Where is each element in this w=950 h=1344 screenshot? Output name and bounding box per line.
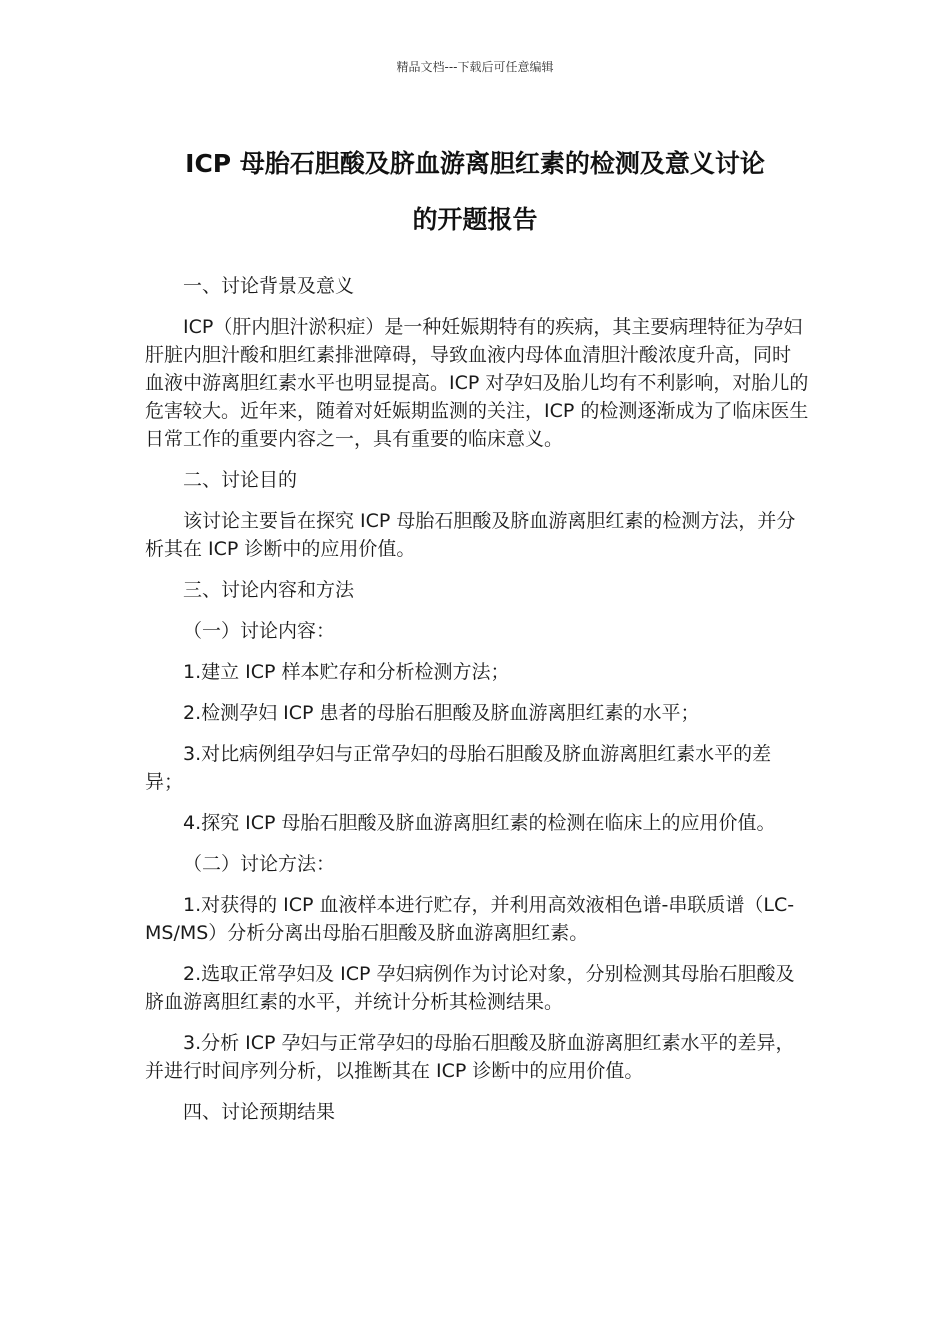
- list-item: 2.选取正常孕妇及 ICP 孕妇病例作为讨论对象，分别检测其母胎石胆酸及脐血游离胆红素的水平，并统计分析其检测结果。: [145, 963, 795, 1013]
- section-heading-content-methods: 三、讨论内容和方法: [183, 579, 355, 601]
- list-item: 1.建立 ICP 样本贮存和分析检测方法；: [183, 661, 510, 683]
- subheading-content: （一）讨论内容：: [183, 620, 336, 642]
- subheading-methods: （二）讨论方法：: [183, 853, 336, 875]
- section-heading-background: 一、讨论背景及意义: [183, 275, 355, 297]
- document-title: [130, 136, 820, 248]
- list-item: 4.探究 ICP 母胎石胆酸及脐血游离胆红素的检测在临床上的应用价值。: [183, 812, 776, 834]
- paragraph-purpose: 该讨论主要旨在探究 ICP 母胎石胆酸及脐血游离胆红素的检测方法，并分析其在 ICP 诊断中的应用价值。: [145, 510, 796, 560]
- list-item: 1.对获得的 ICP 血液样本进行贮存，并利用高效液相色谱-串联质谱（LC-MS/MS）分析分离出母胎石胆酸及脐血游离胆红素。: [145, 894, 795, 944]
- document-title-line-1: ICP 母胎石胆酸及脐血游离胆红素的检测及意义讨论: [185, 149, 765, 178]
- paragraph-background: ICP（肝内胆汁淤积症）是一种妊娠期特有的疾病，其主要病理特征为孕妇肝脏内胆汁酸和胆红素排泄障碍，导致血液内母体血清胆汁酸浓度升高，同时血液中游离胆红素水平也明显提高。ICP 对孕妇及胎儿均有不利影响，对胎儿的危害较大。近年来，随着对妊娠期监测的关注，ICP 的检测逐渐成为了临床医生日常工作的重要内容之一，具有重要的临床意义。: [145, 316, 809, 450]
- document-body: [145, 272, 809, 1126]
- section-heading-purpose: 二、讨论目的: [183, 469, 298, 491]
- list-item: 3.分析 ICP 孕妇与正常孕妇的母胎石胆酸及脐血游离胆红素水平的差异，并进行时间序列分析，以推断其在 ICP 诊断中的应用价值。: [145, 1032, 795, 1082]
- document-title-line-2: 的开题报告: [412, 205, 538, 234]
- list-item: 2.检测孕妇 ICP 患者的母胎石胆酸及脐血游离胆红素的水平；: [183, 702, 700, 724]
- list-item: 3.对比病例组孕妇与正常孕妇的母胎石胆酸及脐血游离胆红素水平的差异；: [145, 743, 772, 793]
- section-heading-expected-results: 四、讨论预期结果: [183, 1101, 336, 1123]
- page-header-note: 精品文档---下载后可任意编辑: [396, 60, 554, 74]
